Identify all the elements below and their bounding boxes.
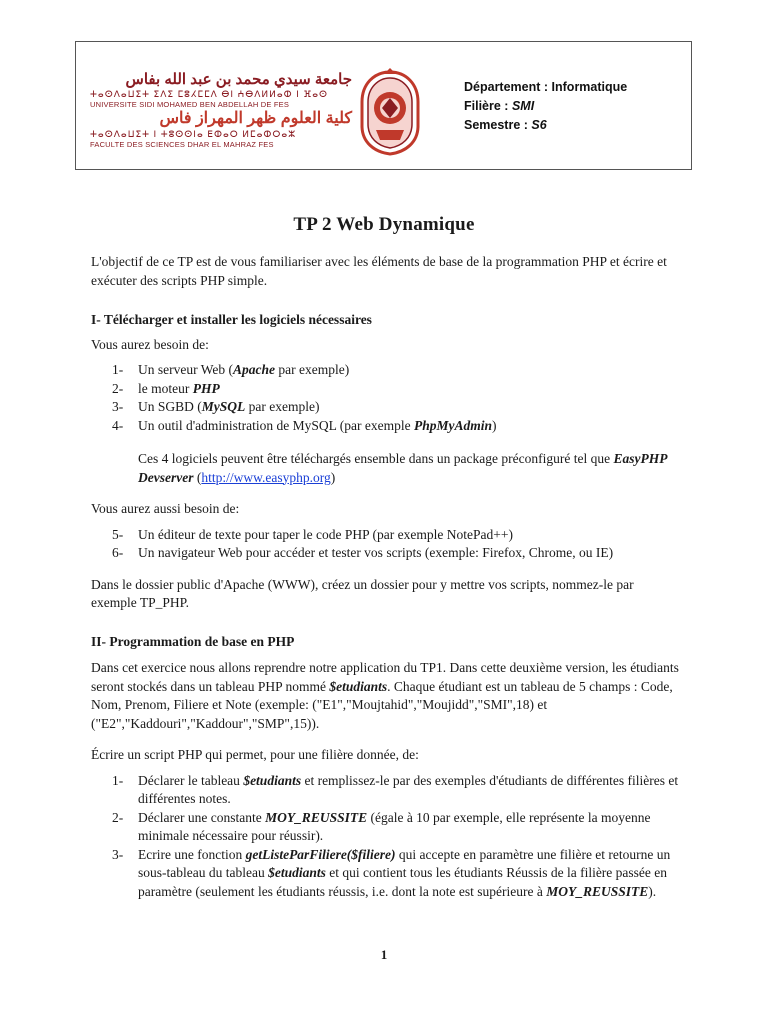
list-item: 4- Un outil d'administration de MySQL (par exemple PhpMyAdmin) (112, 417, 497, 433)
section1-title: I- Télécharger et installer les logiciels nécessaires (91, 312, 372, 327)
list-item: 1- Un serveur Web (Apache par exemple) (112, 362, 350, 377)
tools-list (91, 526, 681, 563)
filiere-line (464, 97, 627, 116)
logo-french-faculty: FACULTE DES SCIENCES DHAR EL MAHRAZ FES (90, 140, 274, 149)
semestre-value: S6 (531, 118, 547, 132)
document-title: TP 2 Web Dynamique (293, 214, 475, 235)
department-label: Département : (464, 80, 552, 94)
section2-lead: Écrire un script PHP qui permet, pour une filière donnée, de: (91, 747, 419, 762)
list-item: 3- Ecrire une fonction getListeParFiliere($filiere) qui accepte en paramètre une filière et retourne un sous-tableau du tableau $etudiants et qui contient tous les étudiants Réussis de la filière passée en paramètre (seulement les étudiants réussis, i.e. dont la note est supérieure à MOY_REUSSITE). (112, 846, 671, 899)
list-item: 2- le moteur PHP (112, 380, 220, 396)
section1-lead2: Vous aurez aussi besoin de: (91, 501, 240, 516)
list-item: 1- Déclarer le tableau $etudiants et remplissez-le par des exemples d'étudiants de différentes filières et différentes notes. (112, 772, 679, 806)
department-value: Informatique (551, 80, 628, 94)
header-box (75, 41, 692, 170)
department-line (464, 78, 627, 97)
semestre-label: Semestre : (464, 118, 532, 132)
software-list (91, 361, 681, 435)
list-item: 2- Déclarer une constante MOY_REUSSITE (égale à 10 par exemple, elle représente la moyenne minimale nécessaire pour réussir). (112, 809, 651, 843)
logo-arabic-university: جامعة سيدي محمد بن عبد الله بفاس (125, 71, 352, 88)
semestre-line (464, 116, 627, 135)
page-number: 1 (380, 947, 388, 962)
section1-lead: Vous aurez besoin de: (91, 336, 209, 352)
intro-paragraph: L'objectif de ce TP est de vous familiariser avec les éléments de base de la programmation PHP et écrire et exécuter des scripts PHP simple. (91, 254, 667, 288)
section2-title: II- Programmation de base en PHP (91, 633, 295, 649)
list-item: 6- Un navigateur Web pour accéder et tester vos scripts (exemple: Firefox, Chrome, ou IE) (112, 545, 614, 560)
university-emblem-icon (356, 68, 424, 156)
department-info (464, 78, 627, 135)
logo-text-block (90, 72, 352, 149)
logo-french-university: UNIVERSITE SIDI MOHAMED BEN ABDELLAH DE FES (90, 100, 290, 109)
section2-paragraph: Dans cet exercice nous allons reprendre notre application du TP1. Dans cette deuxième version, les étudiants seront stockés dans un tableau PHP nommé $etudiants. Chaque étudiant est un tableau de 5 champs : Code, Nom, Prenom, Filiere et Note (exemple: ("E1","Moujtahid","Moujidd","SMI",18) et ("E2","Kaddouri","Kaddour","SMP",15)). (91, 660, 679, 731)
logo-tifinagh-university: ⵜⴰⵙⴷⴰⵡⵉⵜ ⵉⴷⵉ ⵎⵓⵃⵎⵎⴷ ⴱⵏ ⵄⴱⴷⵍⵍⴰⵀ ⵏ ⴼⴰⵙ (90, 89, 328, 99)
list-item: 3- Un SGBD (MySQL par exemple) (112, 399, 320, 414)
document-body (91, 253, 681, 901)
faculty-logo (76, 42, 456, 169)
package-paragraph: Ces 4 logiciels peuvent être téléchargés ensemble dans un package préconfiguré tel que EasyPHP Devserver (http://www.easyphp.org) (138, 451, 667, 485)
logo-tifinagh-faculty: ⵜⴰⵙⴷⴰⵡⵉⵜ ⵏ ⵜⵓⵙⵙⵏⴰ ⴹⵀⴰⵔ ⵍⵎⴰⵀⵔⴰⵣ (90, 129, 297, 139)
folder-paragraph: Dans le dossier public d'Apache (WWW), créez un dossier pour y mettre vos scripts, nommez-le par exemple TP_PHP. (91, 576, 634, 610)
tasks-list (91, 772, 681, 902)
filiere-label: Filière : (464, 99, 512, 113)
list-item: 5- Un éditeur de texte pour taper le code PHP (par exemple NotePad++) (112, 526, 513, 542)
easyphp-link[interactable]: http://www.easyphp.org (201, 469, 331, 485)
filiere-value: SMI (511, 99, 535, 113)
logo-arabic-faculty: كلية العلوم ظهر المهراز فاس (159, 110, 352, 127)
